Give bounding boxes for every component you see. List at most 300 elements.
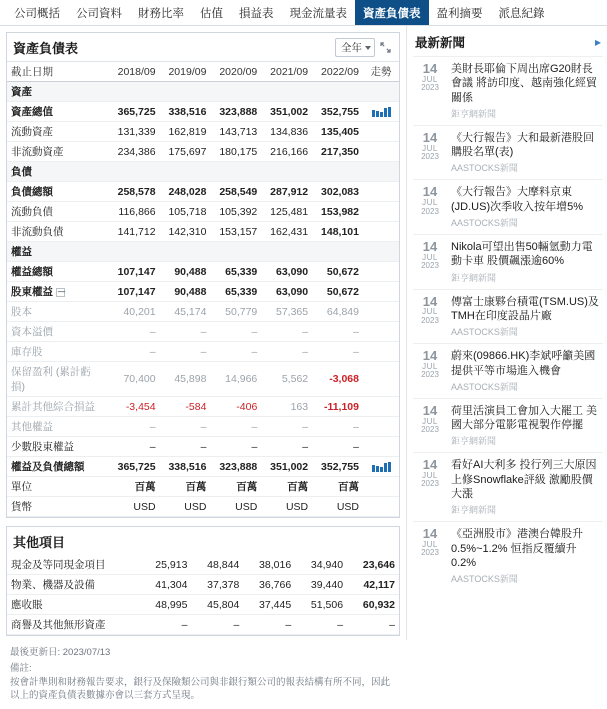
row-label: 保留盈利 (累計虧損) (7, 362, 109, 397)
tab-label: 資產負債表 (363, 7, 421, 20)
news-body (451, 185, 601, 229)
row-label: 少數股東權益 (7, 437, 109, 457)
news-source: 鉅亨網新聞 (451, 505, 497, 516)
row-label-text: 股東權益 (11, 286, 53, 298)
cell-value: 175,697 (160, 142, 211, 162)
list-item[interactable] (413, 343, 603, 398)
news-headline[interactable]: 傳富士康夥台積電(TSM.US)及TMH在印度設晶片廠 (451, 295, 599, 322)
balance-sheet-table (7, 61, 399, 517)
cell-value: – (140, 615, 192, 635)
news-body (451, 404, 601, 448)
cell-value: -11,109 (312, 397, 363, 417)
cell-value: 34,940 (295, 555, 347, 575)
table-row (7, 362, 399, 397)
table-row (7, 282, 399, 302)
cell-value: 365,725 (109, 457, 160, 477)
cell-value: 234,386 (109, 142, 160, 162)
news-body (451, 527, 601, 585)
news-year: 2023 (421, 261, 439, 271)
news-month: JUL (422, 539, 438, 549)
table-row (7, 575, 399, 595)
table-row (7, 342, 399, 362)
tab-earnings-summary[interactable] (429, 0, 491, 25)
news-month: JUL (422, 416, 438, 426)
trend-cell (363, 302, 399, 322)
news-body (451, 295, 601, 339)
news-body (451, 240, 601, 284)
tab-dividend-history[interactable] (491, 0, 553, 25)
news-headline[interactable]: 蔚來(09866.HK)李斌呼籲美國提供平等市場進入機會 (451, 350, 596, 377)
cell-value: – (210, 417, 261, 437)
expand-icon[interactable] (378, 40, 393, 55)
cell-value: 64,849 (312, 302, 363, 322)
table-row (7, 122, 399, 142)
cell-value: – (160, 342, 211, 362)
news-title: 最新新聞 (415, 36, 466, 50)
trend-cell (363, 222, 399, 242)
table-row (7, 262, 399, 282)
row-label: 非流動資產 (7, 142, 109, 162)
cell-value: 338,516 (160, 457, 211, 477)
cell-value: 65,339 (210, 262, 261, 282)
cell-value: 51,506 (295, 595, 347, 615)
currency-row (7, 497, 399, 517)
news-body (451, 458, 601, 516)
news-source: 鉅亨網新聞 (451, 108, 497, 119)
trend-cell (363, 437, 399, 457)
news-source: AASTOCKS新聞 (451, 574, 518, 585)
news-header (413, 31, 603, 56)
list-item[interactable] (413, 234, 603, 289)
cell-value: – (312, 342, 363, 362)
row-label: 資產總值 (7, 102, 109, 122)
trend-cell (363, 417, 399, 437)
cell-value: 41,304 (140, 575, 192, 595)
table-row (7, 595, 399, 615)
row-label: 權益總額 (7, 262, 109, 282)
news-body (451, 131, 601, 175)
content-area (0, 26, 607, 702)
left-column (0, 26, 406, 702)
news-date (415, 62, 445, 120)
news-date (415, 185, 445, 229)
cell-value: – (191, 615, 243, 635)
row-label: 股本 (7, 302, 109, 322)
panel-title: 其他項目 (13, 535, 66, 550)
cell-value: – (347, 615, 399, 635)
cell-value: 105,718 (160, 202, 211, 222)
cell-value: 143,713 (210, 122, 261, 142)
cell-value: 125,481 (261, 202, 312, 222)
trend-cell (363, 362, 399, 397)
news-day: 14 (422, 184, 438, 200)
col-2020: 2020/09 (210, 62, 261, 82)
tab-balance-sheet[interactable] (355, 0, 429, 25)
cell-value: -584 (160, 397, 211, 417)
cell-value: 141,712 (109, 222, 160, 242)
cell-value: 302,083 (312, 182, 363, 202)
row-label: 庫存股 (7, 342, 109, 362)
cell-value: 42,117 (347, 575, 399, 595)
cell-value: 48,995 (140, 595, 192, 615)
list-item[interactable] (413, 56, 603, 125)
trend-cell (363, 102, 399, 122)
cell-value: -3,068 (312, 362, 363, 397)
other-items-header (7, 527, 399, 555)
tab-label: 公司資料 (76, 7, 122, 20)
cell-value: 5,562 (261, 362, 312, 397)
news-day: 14 (422, 402, 438, 418)
news-body (451, 62, 601, 120)
news-date (415, 527, 445, 585)
tab-label: 公司概括 (14, 7, 60, 20)
cell-value: – (210, 437, 261, 457)
table-body (7, 555, 399, 635)
note-label: 備註: (10, 662, 32, 674)
row-label: 流動資產 (7, 122, 109, 142)
news-headline[interactable]: 《大行報告》大摩料京東(JD.US)次季收入按年增5% (451, 186, 584, 213)
cell-value: 百萬 (210, 477, 261, 497)
cell-value: 14,966 (210, 362, 261, 397)
cell-value: 37,445 (243, 595, 295, 615)
cell-value: 338,516 (160, 102, 211, 122)
section-label: 負債 (7, 162, 399, 182)
list-item[interactable] (413, 521, 603, 590)
news-source: AASTOCKS新聞 (451, 218, 518, 229)
row-label: 流動負債 (7, 202, 109, 222)
cell-value: 162,819 (160, 122, 211, 142)
cell-value: – (312, 437, 363, 457)
cell-value: 323,888 (210, 102, 261, 122)
cell-value: USD (109, 497, 160, 517)
news-date (415, 404, 445, 448)
trend-cell (363, 182, 399, 202)
trend-cell (363, 142, 399, 162)
row-label: 累計其他綜合損益 (7, 397, 109, 417)
news-month: JUL (422, 361, 438, 371)
cell-value: 70,400 (109, 362, 160, 397)
cell-value: – (210, 342, 261, 362)
news-date (415, 295, 445, 339)
tab-income-statement[interactable] (231, 0, 282, 25)
news-panel (406, 26, 607, 640)
section-row-liabilities (7, 162, 399, 182)
news-day: 14 (422, 61, 438, 76)
table-row (7, 417, 399, 437)
balance-sheet-header (7, 33, 399, 61)
table-row (7, 322, 399, 342)
news-month: JUL (422, 143, 438, 153)
cell-value: 百萬 (261, 477, 312, 497)
cell-value: 135,405 (312, 122, 363, 142)
news-day: 14 (422, 457, 438, 473)
tab-company-info[interactable] (68, 0, 130, 25)
row-label: 資本溢價 (7, 322, 109, 342)
trend-cell (363, 342, 399, 362)
cell-value: 153,982 (312, 202, 363, 222)
cell-value: 162,431 (261, 222, 312, 242)
cell-value: – (160, 322, 211, 342)
other-items-table (7, 555, 399, 635)
table-row (7, 202, 399, 222)
chevron-right-icon[interactable]: ▸ (594, 35, 601, 49)
news-year: 2023 (421, 151, 439, 161)
cell-value: 287,912 (261, 182, 312, 202)
cell-value: 351,002 (261, 457, 312, 477)
row-label: 其他權益 (7, 417, 109, 437)
news-day: 14 (422, 129, 438, 145)
table-body (7, 82, 399, 517)
tab-label: 財務比率 (138, 7, 184, 20)
col-trend: 走勢 (363, 62, 399, 82)
cell-value: 65,339 (210, 282, 261, 302)
news-day: 14 (422, 293, 438, 309)
cell-value: 216,166 (261, 142, 312, 162)
news-date (415, 458, 445, 516)
news-headline[interactable]: 《亞洲股市》港澳台韓股升0.5%~1.2% 恒指反覆續升0.2% (451, 528, 583, 569)
table-row (7, 555, 399, 575)
tab-financial-ratios[interactable] (130, 0, 192, 25)
section-label: 權益 (7, 242, 399, 262)
cell-value: 248,028 (160, 182, 211, 202)
cell-value: – (312, 417, 363, 437)
section-row-equity (7, 242, 399, 262)
cell-value: 60,932 (347, 595, 399, 615)
news-source: 鉅亨網新聞 (451, 436, 497, 447)
cell-value: -406 (210, 397, 261, 417)
cell-value: 63,090 (261, 282, 312, 302)
row-label (7, 282, 109, 302)
news-year: 2023 (421, 370, 439, 380)
news-year: 2023 (421, 83, 439, 93)
unit-row (7, 477, 399, 497)
cell-value: 105,392 (210, 202, 261, 222)
tab-label: 損益表 (239, 7, 274, 20)
cell-value: 323,888 (210, 457, 261, 477)
cell-value: USD (210, 497, 261, 517)
news-day: 14 (422, 526, 438, 542)
tab-label: 估值 (200, 7, 223, 20)
news-date (415, 240, 445, 284)
cell-value: 45,804 (191, 595, 243, 615)
cell-value: 180,175 (210, 142, 261, 162)
trend-cell (363, 202, 399, 222)
last-updated: 最後更新日: 2023/07/13 (10, 647, 111, 658)
trend-cell (363, 262, 399, 282)
table-header-row (7, 62, 399, 82)
section-row-assets (7, 82, 399, 102)
list-item[interactable] (413, 398, 603, 453)
cell-value: 45,174 (160, 302, 211, 322)
table-row (7, 302, 399, 322)
news-year: 2023 (421, 315, 439, 325)
trend-cell (363, 322, 399, 342)
row-label: 單位 (7, 477, 109, 497)
cell-value: 134,836 (261, 122, 312, 142)
cell-value: 50,779 (210, 302, 261, 322)
news-headline[interactable]: 美財長耶倫下周出席G20財長會議 將訪印度、越南強化經貿關係 (451, 63, 598, 104)
cell-value: – (109, 417, 160, 437)
table-row (7, 457, 399, 477)
news-month: JUL (422, 307, 438, 317)
cell-value: 352,755 (312, 102, 363, 122)
cell-value: 48,844 (191, 555, 243, 575)
col-date: 截止日期 (7, 62, 109, 82)
row-label: 物業、機器及設備 (7, 575, 140, 595)
cell-value: – (261, 342, 312, 362)
cell-value: – (109, 437, 160, 457)
cell-value: – (210, 322, 261, 342)
balance-sheet-panel (6, 32, 400, 518)
news-source: 鉅亨網新聞 (451, 272, 497, 283)
col-2022: 2022/09 (312, 62, 363, 82)
news-headline[interactable]: 荷里活演員工會加入大罷工 美國大部分電影電視製作停擺 (451, 404, 598, 432)
cell-value: 258,578 (109, 182, 160, 202)
row-expander-toggle[interactable]: － (57, 286, 67, 297)
row-label: 權益及負債總額 (7, 457, 109, 477)
cell-value: – (261, 437, 312, 457)
table-row (7, 222, 399, 242)
table-row (7, 615, 399, 635)
cell-value: 百萬 (109, 477, 160, 497)
cell-value: 百萬 (312, 477, 363, 497)
panel-title: 資產負債表 (13, 41, 79, 56)
table-row (7, 182, 399, 202)
trend-cell (363, 397, 399, 417)
row-label: 商譽及其他無形資產 (7, 615, 140, 635)
cell-value: – (261, 417, 312, 437)
news-headline[interactable]: 看好AI大利多 投行列三大原因上修Snowflake評級 激勵股價大漲 (451, 459, 597, 501)
cell-value: – (312, 322, 363, 342)
cell-value: 37,378 (191, 575, 243, 595)
col-2018: 2018/09 (109, 62, 160, 82)
cell-value: – (109, 322, 160, 342)
main-tabs[interactable] (0, 0, 607, 26)
news-source: AASTOCKS新聞 (451, 381, 518, 392)
cell-value: -3,454 (109, 397, 160, 417)
news-year: 2023 (421, 424, 439, 434)
cell-value: – (160, 417, 211, 437)
news-day: 14 (422, 348, 438, 364)
cell-value: 23,646 (347, 555, 399, 575)
sparkline (367, 461, 395, 472)
cell-value: 百萬 (160, 477, 211, 497)
list-item[interactable] (413, 452, 603, 521)
list-item[interactable] (413, 125, 603, 180)
trend-cell (363, 122, 399, 142)
tab-company-overview[interactable] (6, 0, 68, 25)
news-month: JUL (422, 471, 438, 481)
note-text: 按會計準則和財務報告要求，銀行及保險類公司與非銀行類公司的報表結構有所不同，因此以上的資產負債表數據亦會以三套方式呈現。 (10, 676, 391, 702)
table-head (7, 62, 399, 82)
news-body (451, 349, 601, 393)
cell-value: – (295, 615, 347, 635)
table-row (7, 397, 399, 417)
cell-value: 38,016 (243, 555, 295, 575)
cell-value: 142,310 (160, 222, 211, 242)
news-month: JUL (422, 198, 438, 208)
table-row (7, 102, 399, 122)
trend-cell (363, 282, 399, 302)
period-select-value: 全年 (341, 42, 362, 54)
other-items-panel (6, 526, 400, 636)
news-year: 2023 (421, 548, 439, 558)
cell-value: 116,866 (109, 202, 160, 222)
panel-tools (335, 38, 393, 57)
cell-value: USD (261, 497, 312, 517)
cell-value: 50,672 (312, 282, 363, 302)
cell-value: 107,147 (109, 262, 160, 282)
cell-value: – (160, 437, 211, 457)
tab-cash-flow[interactable] (282, 0, 356, 25)
cell-value: 131,339 (109, 122, 160, 142)
news-date (415, 349, 445, 393)
cell-value: 57,365 (261, 302, 312, 322)
trend-cell (363, 477, 399, 497)
news-source: AASTOCKS新聞 (451, 327, 518, 338)
cell-value: USD (312, 497, 363, 517)
cell-value: 50,672 (312, 262, 363, 282)
cell-value: 365,725 (109, 102, 160, 122)
row-label: 現金及等同現金項目 (7, 555, 140, 575)
cell-value: 25,913 (140, 555, 192, 575)
tab-valuation[interactable] (192, 0, 231, 25)
news-month: JUL (422, 252, 438, 262)
cell-value: 163 (261, 397, 312, 417)
row-label: 貨幣 (7, 497, 109, 517)
news-year: 2023 (421, 479, 439, 489)
col-2019: 2019/09 (160, 62, 211, 82)
list-item[interactable] (413, 179, 603, 234)
cell-value: – (261, 322, 312, 342)
tab-label: 現金流量表 (289, 7, 347, 20)
table-row (7, 142, 399, 162)
cell-value: 63,090 (261, 262, 312, 282)
period-select[interactable] (335, 38, 375, 57)
sparkline (367, 106, 395, 117)
tab-label: 派息紀錄 (498, 7, 545, 20)
news-day: 14 (422, 239, 438, 255)
news-year: 2023 (421, 206, 439, 216)
news-source: AASTOCKS新聞 (451, 163, 518, 174)
news-date (415, 131, 445, 175)
cell-value: – (243, 615, 295, 635)
cell-value: 351,002 (261, 102, 312, 122)
cell-value: USD (160, 497, 211, 517)
cell-value: 153,157 (210, 222, 261, 242)
row-label: 應收賬 (7, 595, 140, 615)
cell-value: 352,755 (312, 457, 363, 477)
section-label: 資產 (7, 82, 399, 102)
cell-value: – (109, 342, 160, 362)
trend-cell (363, 497, 399, 517)
news-headline[interactable]: Nikola可望出售50輛氫動力電動卡車 股價飆漲逾60% (451, 241, 593, 268)
cell-value: 258,549 (210, 182, 261, 202)
list-item[interactable] (413, 289, 603, 344)
cell-value: 45,898 (160, 362, 211, 397)
trend-cell (363, 457, 399, 477)
cell-value: 107,147 (109, 282, 160, 302)
footer-notes (6, 644, 400, 709)
cell-value: 90,488 (160, 262, 211, 282)
tab-label: 盈利摘要 (436, 7, 483, 20)
news-headline[interactable]: 《大行報告》大和最新港股回購股名單(表) (451, 131, 594, 159)
table-row (7, 437, 399, 457)
cell-value: 90,488 (160, 282, 211, 302)
cell-value: 36,766 (243, 575, 295, 595)
cell-value: 217,350 (312, 142, 363, 162)
cell-value: 40,201 (109, 302, 160, 322)
